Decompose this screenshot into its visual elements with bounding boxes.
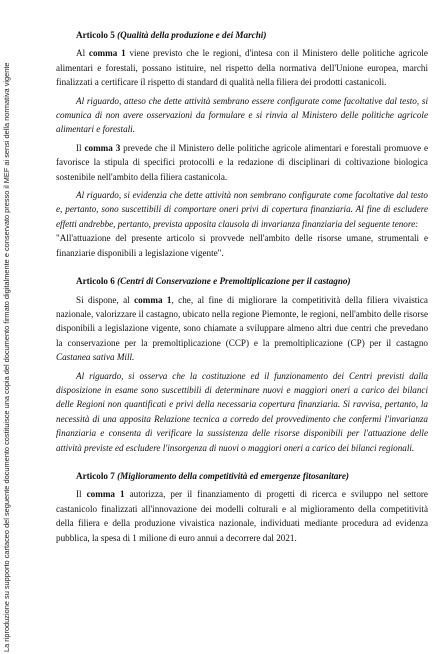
article-7 <box>56 469 428 545</box>
article-7-heading: Articolo 7 (Miglioramento della competitività ed emergenze fitosanitare) <box>76 470 349 481</box>
article-5-paragraph-2: Al riguardo, atteso che dette attività sembrano essere configurate come facoltative dal testo, si comunica di non avere osservazioni da formulare e si rinvia al Ministero delle politiche agricole alimentari e forestali. <box>56 95 428 135</box>
article-6-paragraph-2: Al riguardo, si osserva che la costituzione ed il funzionamento dei Centri previsti dalla disposizione in esame sono suscettibili di determinare nuovi e maggiori oneri a carico dei bilanci delle Regioni non quantificati e privi della necessaria copertura finanziaria. Si ravvisa, pertanto, la necessità di una apposita Relazione tecnica a corredo del provvedimento che confermi l'invarianza finanziaria e consenta di verificare la sussistenza delle risorse disponibili per l'attuazione delle attività previste ed escludere l'insorgenza di nuovi o maggiori oneri a carico dei bilanci regionali. <box>56 370 428 453</box>
article-6-heading: Articolo 6 (Centri di Conservazione e Premoltiplicazione per il castagno) <box>76 276 351 287</box>
article-5-paragraph-3: Il comma 3 prevede che il Ministero delle politiche agricole alimentari e forestali promuove e favorisce la stipula di specifici protocolli e la redazione di disciplinari di coltivazione biologica sostenibile nell'ambito della filiera castanicola. <box>56 142 428 182</box>
article-6 <box>56 274 428 455</box>
side-note-text: La riproduzione su supporto cartaceo del seguente documento costituisce una copia del documento firmato digitalmente e conservato presso il MEF ai sensi della normativa vigente <box>2 62 11 652</box>
side-note <box>1 0 13 654</box>
article-7-paragraph-1: Il comma 1 autorizza, per il finanziamento di progetti di ricerca e sviluppo nel settore castanicolo finalizzati all'innovazione dei modelli colturali e al miglioramento della competitività della filiera e della produzione vivaistica nazionale, individuati mediante procedura ad evidenza pubblica, la spesa di 1 milione di euro annui a decorrere dal 2021. <box>56 489 428 543</box>
article-5-paragraph-4: Al riguardo, si evidenzia che dette attività non sembrano configurate come facoltative dal testo e, pertanto, sono suscettibili di comportare oneri privi di copertura finanziaria. Al fine di escludere effetti andrebbe, pertanto, prevista apposita clausola di invarianza finanziaria del seguente tenore: <box>56 190 428 229</box>
article-5 <box>56 28 428 260</box>
document-body <box>56 28 428 545</box>
article-6-paragraph-1: Si dispone, al comma 1, che, al fine di migliorare la competitività della filiera vivaistica nazionale, valorizzare il castagno, ubicato nella regione Piemonte, le regioni, nell'ambito delle risorse disponibili a legislazione vigente, sono chiamate a sviluppare almeno altri due centri che prevedano la conservazione per la premoltiplicazione (CCP) e la premoltiplicazione (CP) per il castagno Castanea sativa Mill. <box>56 294 428 363</box>
article-5-heading: Articolo 5 (Qualità della produzione e dei Marchi) <box>76 30 267 40</box>
article-5-paragraph-5: "All'attuazione del presente articolo si provvede nell'ambito delle risorse umane, strumentali e finanziarie disponibili a legislazione vigente". <box>56 233 428 258</box>
article-5-paragraph-1: Al comma 1 viene previsto che le regioni, d'intesa con il Ministero delle politiche agricole alimentari e forestali, possano istituire, nel rispetto della normativa dell'Unione europea, marchi finalizzati a certificare il rispetto di standard di qualità nella filiera dei prodotti castanicoli. <box>56 48 428 88</box>
